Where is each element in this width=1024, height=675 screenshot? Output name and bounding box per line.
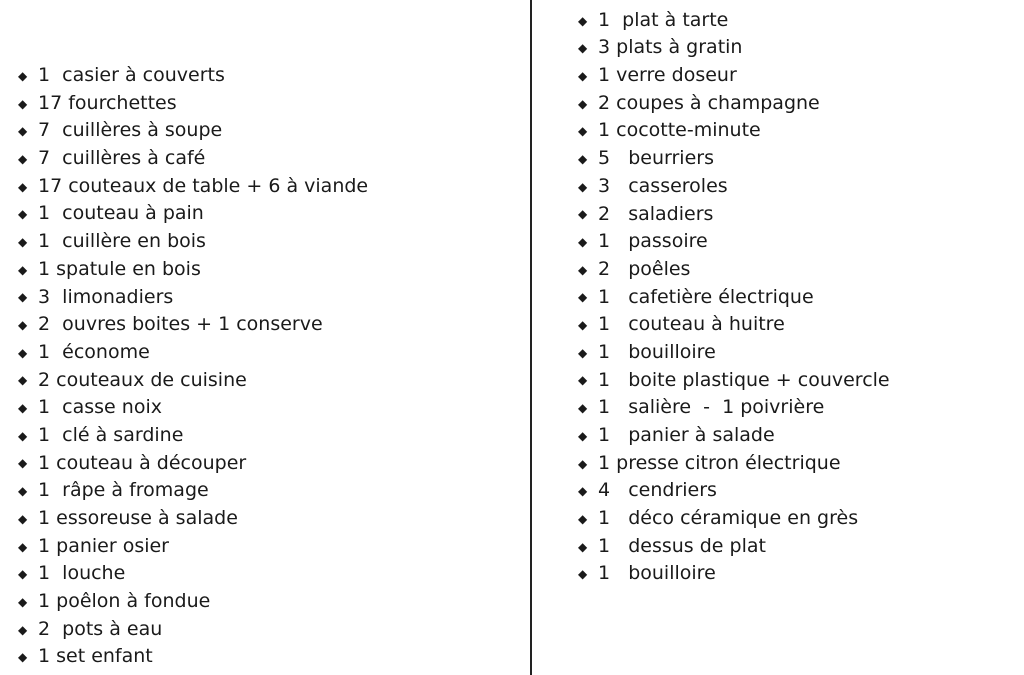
right-inventory-list <box>578 0 890 588</box>
list-item <box>18 616 368 644</box>
bullet-icon: ◆ <box>578 345 588 360</box>
list-item-text: 1 boite plastique + couvercle <box>598 368 890 391</box>
list-item-text: 1 clé à sardine <box>38 423 184 446</box>
list-item-text: 1 passoire <box>598 230 708 253</box>
list-item <box>578 90 890 118</box>
list-item <box>578 62 890 90</box>
list-item-text: 1 verre doseur <box>598 64 737 87</box>
list-item-text: 2 ouvres boites + 1 conserve <box>38 313 323 336</box>
list-item <box>18 339 368 367</box>
list-item <box>18 311 368 339</box>
bullet-icon: ◆ <box>18 373 28 388</box>
list-item <box>578 422 890 450</box>
list-item-text: 3 casseroles <box>598 174 728 197</box>
bullet-icon: ◆ <box>578 401 588 416</box>
list-item <box>578 256 890 284</box>
bullet-icon: ◆ <box>578 96 588 111</box>
bullet-icon: ◆ <box>18 567 28 582</box>
bullet-icon: ◆ <box>18 207 28 222</box>
list-item <box>18 367 368 395</box>
list-item <box>578 117 890 145</box>
bullet-icon: ◆ <box>578 290 588 305</box>
bullet-icon: ◆ <box>578 235 588 250</box>
bullet-icon: ◆ <box>18 68 28 83</box>
bullet-icon: ◆ <box>18 290 28 305</box>
bullet-icon: ◆ <box>18 622 28 637</box>
list-item-text: 2 couteaux de cuisine <box>38 368 247 391</box>
list-item <box>18 560 368 588</box>
list-item <box>18 394 368 422</box>
bullet-icon: ◆ <box>578 373 588 388</box>
list-item <box>18 588 368 616</box>
bullet-icon: ◆ <box>18 401 28 416</box>
list-item <box>18 450 368 478</box>
list-item-text: 1 dessus de plat <box>598 534 766 557</box>
bullet-icon: ◆ <box>578 13 588 28</box>
list-item <box>578 560 890 588</box>
bullet-icon: ◆ <box>18 318 28 333</box>
bullet-icon: ◆ <box>578 179 588 194</box>
list-item <box>578 394 890 422</box>
list-item-text: 1 cuillère en bois <box>38 230 206 253</box>
list-item <box>578 477 890 505</box>
left-inventory-list <box>18 62 368 671</box>
bullet-icon: ◆ <box>18 96 28 111</box>
list-item-text: 1 cafetière électrique <box>598 285 814 308</box>
bullet-icon: ◆ <box>18 539 28 554</box>
list-item-text: 4 cendriers <box>598 479 717 502</box>
list-item-text: 5 beurriers <box>598 147 714 170</box>
bullet-icon: ◆ <box>578 567 588 582</box>
list-item-text: 1 spatule en bois <box>38 257 201 280</box>
bullet-icon: ◆ <box>18 428 28 443</box>
list-item-text: 1 cocotte-minute <box>598 119 761 142</box>
list-item-text: 1 casse noix <box>38 396 162 419</box>
list-item-text: 1 salière - 1 poivrière <box>598 396 825 419</box>
list-item <box>18 90 368 118</box>
list-item-text: 1 économe <box>38 340 150 363</box>
list-item-text: 1 couteau à pain <box>38 202 204 225</box>
list-item-text: 1 presse citron électrique <box>598 451 841 474</box>
list-item-text: 1 râpe à fromage <box>38 479 209 502</box>
list-item-text: 2 poêles <box>598 257 691 280</box>
list-item <box>578 145 890 173</box>
list-item-text: 1 panier osier <box>38 534 169 557</box>
bullet-icon: ◆ <box>578 484 588 499</box>
list-item-text: 2 saladiers <box>598 202 714 225</box>
bullet-icon: ◆ <box>18 151 28 166</box>
list-item <box>18 505 368 533</box>
bullet-icon: ◆ <box>578 262 588 277</box>
list-item <box>578 311 890 339</box>
list-item <box>578 505 890 533</box>
list-item <box>578 34 890 62</box>
bullet-icon: ◆ <box>18 234 28 249</box>
bullet-icon: ◆ <box>18 456 28 471</box>
list-item <box>578 228 890 256</box>
bullet-icon: ◆ <box>578 456 588 471</box>
list-item-text: 1 set enfant <box>38 645 153 668</box>
bullet-icon: ◆ <box>578 428 588 443</box>
list-item <box>18 477 368 505</box>
list-item-text: 1 bouilloire <box>598 340 716 363</box>
bullet-icon: ◆ <box>578 124 588 139</box>
list-item <box>578 367 890 395</box>
bullet-icon: ◆ <box>578 41 588 56</box>
list-item-text: 1 bouilloire <box>598 562 716 585</box>
list-item-text: 1 poêlon à fondue <box>38 590 211 613</box>
bullet-icon: ◆ <box>578 511 588 526</box>
list-item <box>578 201 890 229</box>
list-item-text: 7 cuillères à soupe <box>38 119 223 142</box>
list-item-text: 1 couteau à huitre <box>598 313 785 336</box>
bullet-icon: ◆ <box>578 318 588 333</box>
list-item <box>578 284 890 312</box>
list-item <box>578 7 890 35</box>
list-item <box>18 256 368 284</box>
bullet-icon: ◆ <box>578 151 588 166</box>
bullet-icon: ◆ <box>578 68 588 83</box>
list-item <box>18 200 368 228</box>
list-item <box>18 173 368 201</box>
bullet-icon: ◆ <box>18 124 28 139</box>
list-item-text: 1 déco céramique en grès <box>598 507 859 530</box>
bullet-icon: ◆ <box>18 511 28 526</box>
bullet-icon: ◆ <box>18 594 28 609</box>
bullet-icon: ◆ <box>18 262 28 277</box>
column-divider <box>530 0 532 675</box>
list-item-text: 1 couteau à découper <box>38 451 247 474</box>
list-item <box>18 228 368 256</box>
bullet-icon: ◆ <box>18 345 28 360</box>
list-item <box>18 62 368 90</box>
list-item-text: 1 essoreuse à salade <box>38 507 238 529</box>
list-item <box>18 643 368 671</box>
list-item <box>18 117 368 145</box>
list-item <box>578 173 890 201</box>
list-item <box>18 422 368 450</box>
list-item-text: 2 coupes à champagne <box>598 91 820 114</box>
list-item-text: 1 casier à couverts <box>38 64 225 86</box>
bullet-icon: ◆ <box>18 484 28 499</box>
bullet-icon: ◆ <box>578 207 588 222</box>
list-item-text: 3 limonadiers <box>38 285 174 308</box>
list-item-text: 7 cuillères à café <box>38 147 206 170</box>
list-item-text: 17 fourchettes <box>38 91 177 114</box>
bullet-icon: ◆ <box>578 539 588 554</box>
list-item-text: 1 plat à tarte <box>598 8 729 31</box>
list-item-text: 2 pots à eau <box>38 617 163 640</box>
bullet-icon: ◆ <box>18 179 28 194</box>
list-item-text: 3 plats à gratin <box>598 36 743 59</box>
list-item-text: 17 couteaux de table + 6 à viande <box>38 174 369 197</box>
list-item <box>18 145 368 173</box>
bullet-icon: ◆ <box>18 650 28 665</box>
list-item <box>18 284 368 312</box>
list-item <box>578 339 890 367</box>
list-item-text: 1 louche <box>38 562 126 585</box>
list-item <box>578 450 890 478</box>
list-item <box>578 533 890 561</box>
list-item <box>18 533 368 561</box>
list-item-text: 1 panier à salade <box>598 424 775 446</box>
